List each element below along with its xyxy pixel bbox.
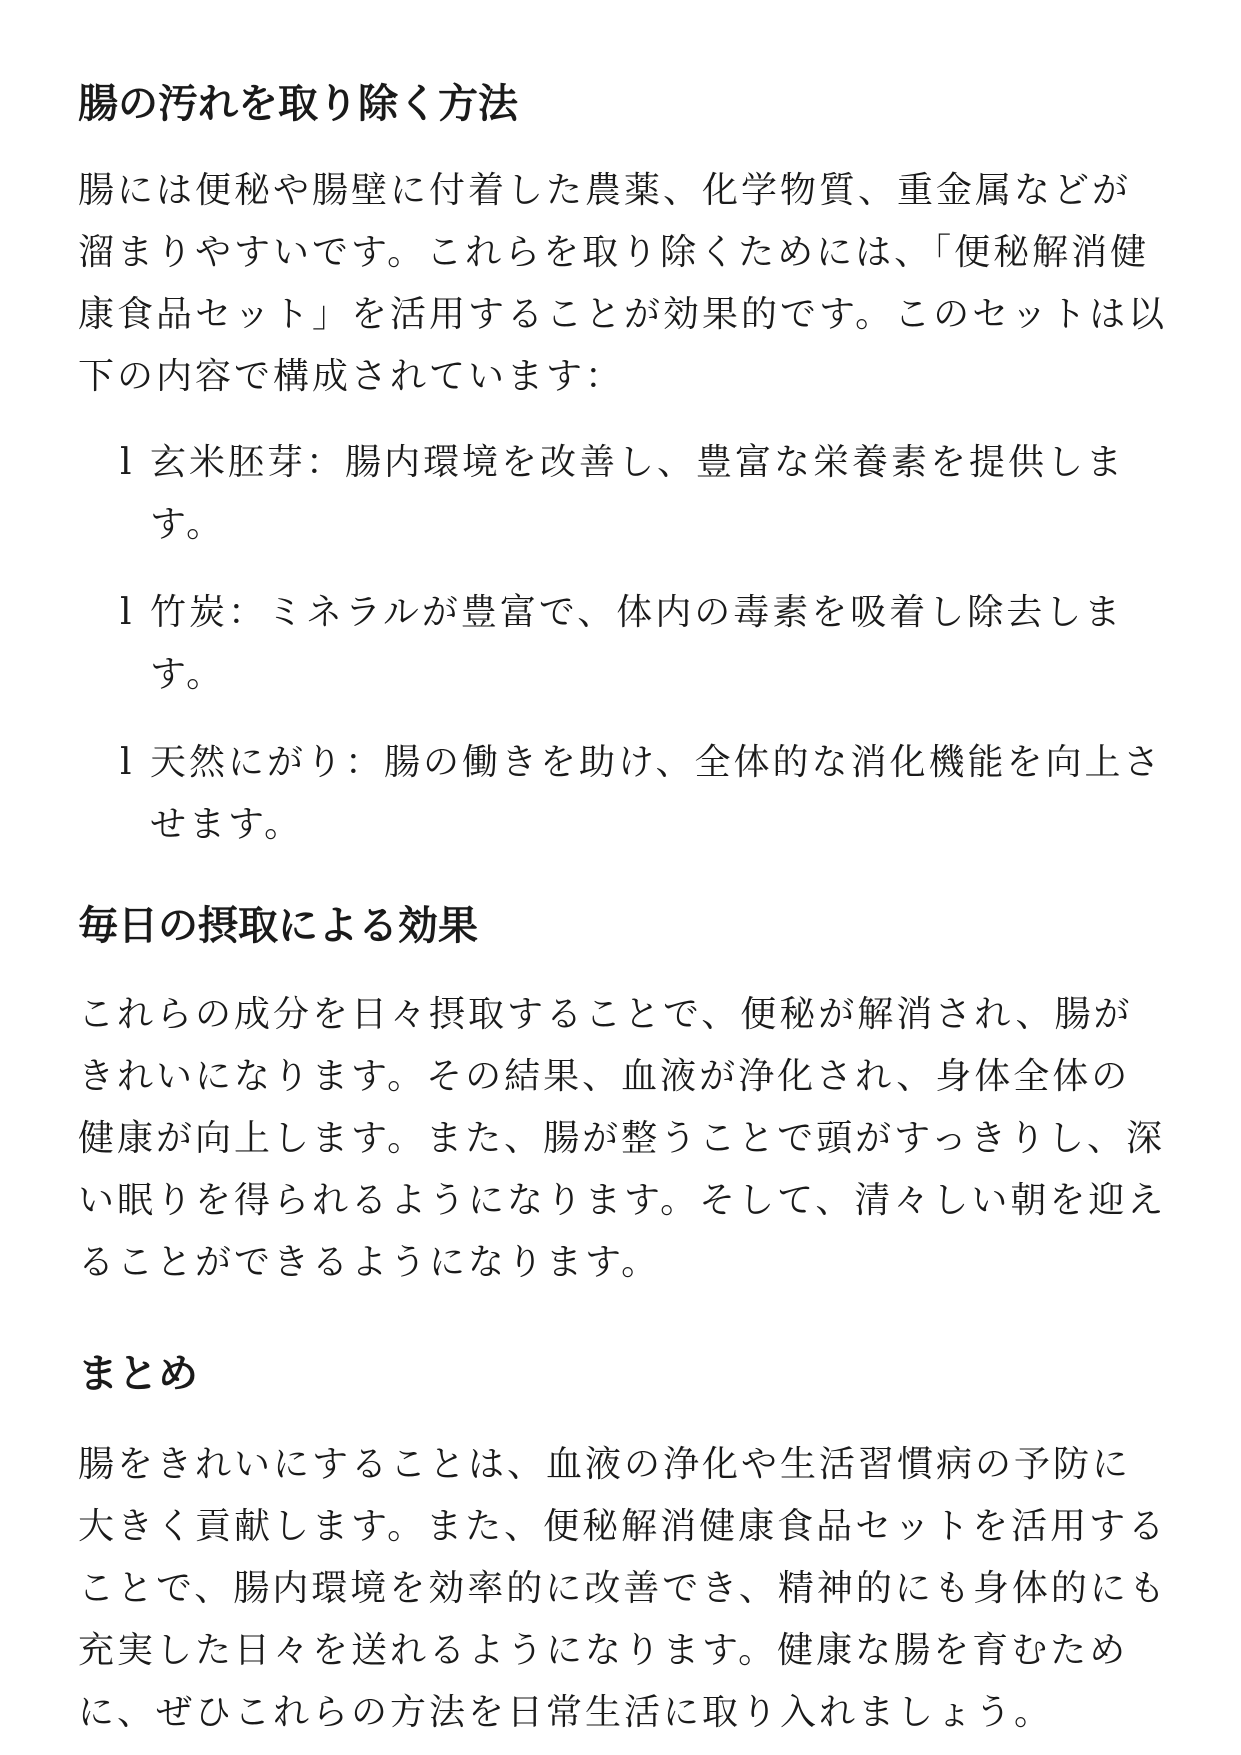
list-marker: l [120,742,135,783]
list-marker: l [120,592,135,633]
section-paragraph-summary: 腸をきれいにすることは、血液の浄化や生活習慣病の予防に大きく貢献します。また、便秘解消健康食品セットを活用することで、腸内環境を効率的に改善でき、精神的にも身体的にも充実した日々を送れるようになります。健康な腸を育むために、ぜひこれらの方法を日常生活に取り入れましょう。 [78,1444,1168,1733]
list-item-text: 天然にがり：腸の働きを助け、全体的な消化機能を向上させます。 [150,742,1163,845]
section-heading-remove-gut-dirt: 腸の汚れを取り除く方法 [78,81,518,127]
list-item-text: 玄米胚芽：腸内環境を改善し、豊富な栄養素を提供します。 [150,442,1126,545]
ingredient-list [78,432,1168,856]
section-heading-summary: まとめ [78,1351,198,1397]
section-paragraph-daily-intake: これらの成分を日々摂取することで、便秘が解消され、腸がきれいになります。その結果、血液が浄化され、身体全体の健康が向上します。また、腸が整うことで頭がすっきりし、深い眠りを得られるようになります。そして、清々しい朝を迎えることができるようになります。 [78,994,1167,1283]
list-item [78,732,1168,856]
document-page [78,76,1168,1744]
section-paragraph-remove-gut-dirt: 腸には便秘や腸壁に付着した農薬、化学物質、重金属などが溜まりやすいです。これらを取り除くためには、「便秘解消健康食品セット」を活用することが効果的です。このセットは以下の内容で構成されています： [78,170,1168,397]
list-item [78,582,1168,706]
list-item-text: 竹炭：ミネラルが豊富で、体内の毒素を吸着し除去します。 [150,592,1124,695]
list-marker: l [120,442,135,483]
list-item [78,432,1168,556]
section-heading-daily-intake: 毎日の摂取による効果 [78,903,478,949]
